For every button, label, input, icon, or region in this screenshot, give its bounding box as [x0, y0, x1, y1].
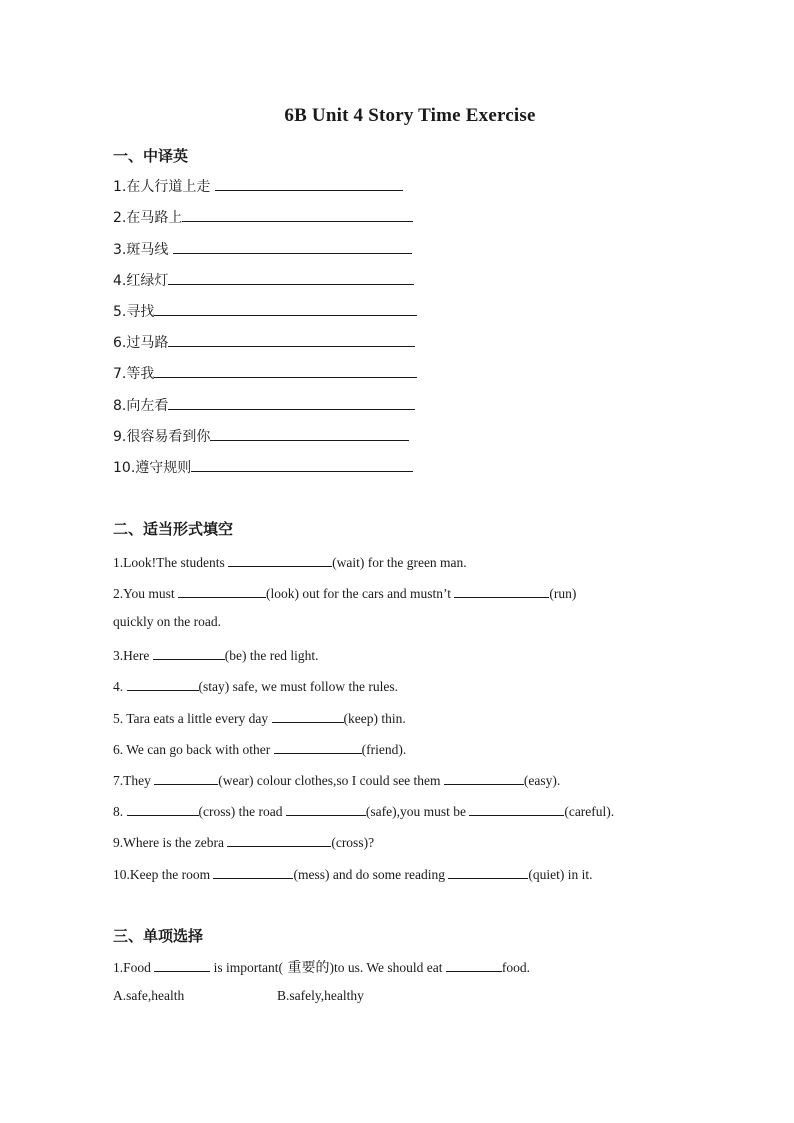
- fill-question-2-continued: quickly on the road.: [113, 614, 221, 629]
- item-number: 1.: [113, 179, 127, 195]
- item-text: 过马路: [126, 335, 169, 351]
- answer-blank[interactable]: [127, 676, 199, 691]
- item-text: 向左看: [126, 398, 169, 414]
- question-text: (look) out for the cars and mustn’t: [266, 586, 455, 601]
- translation-item-7: [113, 363, 417, 383]
- answer-blank[interactable]: [168, 270, 414, 285]
- answer-blank[interactable]: [286, 801, 366, 816]
- answer-blank[interactable]: [213, 864, 293, 879]
- choice-option-a[interactable]: A.safe,health: [113, 988, 185, 1003]
- item-number: 10.: [113, 460, 136, 476]
- question-text: (safe),you must be: [365, 804, 470, 819]
- answer-blank[interactable]: [454, 583, 549, 598]
- question-text: (wear) colour clothes,so I could see them: [218, 773, 444, 788]
- question-text: (keep) thin.: [343, 711, 406, 726]
- item-number: 5.: [113, 304, 127, 320]
- worksheet-title: 6B Unit 4 Story Time Exercise: [284, 105, 536, 126]
- fill-question-7: [113, 770, 560, 789]
- translation-item-4: [113, 270, 414, 290]
- question-text: 1.Food: [113, 960, 155, 975]
- section-1-heading: 一、中译英: [113, 147, 189, 165]
- question-text: (be) the red light.: [224, 648, 319, 663]
- item-text: 遵守规则: [135, 460, 192, 476]
- answer-blank[interactable]: [272, 708, 344, 723]
- item-text: 寻找: [126, 304, 155, 320]
- item-text: 很容易看到你: [126, 429, 211, 445]
- answer-blank[interactable]: [182, 207, 413, 222]
- choice-question-1: [113, 957, 530, 977]
- fill-question-8: [113, 801, 614, 820]
- question-text: (careful).: [564, 804, 615, 819]
- answer-blank[interactable]: [153, 645, 225, 660]
- question-text: (stay) safe, we must follow the rules.: [198, 679, 398, 694]
- item-text: 红绿灯: [126, 273, 169, 289]
- answer-blank[interactable]: [215, 176, 403, 191]
- translation-item-6: [113, 332, 415, 352]
- item-text: 在马路上: [126, 210, 183, 226]
- answer-blank[interactable]: [154, 363, 417, 378]
- answer-blank[interactable]: [168, 395, 415, 410]
- question-text: is important(: [210, 960, 284, 975]
- answer-blank[interactable]: [168, 332, 415, 347]
- fill-question-10: [113, 864, 592, 883]
- item-text: 在人行道上走: [126, 179, 215, 195]
- answer-blank[interactable]: [154, 770, 218, 785]
- answer-blank[interactable]: [274, 739, 362, 754]
- answer-blank[interactable]: [154, 957, 210, 972]
- answer-blank[interactable]: [127, 801, 199, 816]
- question-text: (mess) and do some reading: [293, 867, 449, 882]
- answer-blank[interactable]: [227, 832, 331, 847]
- item-number: 2.: [113, 210, 127, 226]
- question-text: 7.They: [113, 773, 155, 788]
- fill-question-6: [113, 739, 406, 758]
- question-text: food.: [501, 960, 530, 975]
- question-text: 10.Keep the room: [113, 867, 214, 882]
- question-text: 2.You must: [113, 586, 179, 601]
- question-text: (run): [549, 586, 577, 601]
- question-text: 9.Where is the zebra: [113, 835, 228, 850]
- question-text: 5. Tara eats a little every day: [113, 711, 272, 726]
- fill-question-4: [113, 676, 398, 695]
- item-number: 3.: [113, 242, 127, 258]
- question-text: (quiet) in it.: [528, 867, 593, 882]
- fill-question-5: [113, 708, 406, 727]
- question-text: (easy).: [523, 773, 561, 788]
- question-text: (friend).: [361, 742, 407, 757]
- fill-question-1: [113, 552, 467, 571]
- translation-item-10: [113, 457, 413, 477]
- translation-item-5: [113, 301, 417, 321]
- question-text: 6. We can go back with other: [113, 742, 274, 757]
- item-text: 斑马线: [126, 242, 173, 258]
- section-2-heading: 二、适当形式填空: [113, 520, 234, 538]
- item-number: 9.: [113, 429, 127, 445]
- fill-question-2: [113, 583, 576, 602]
- item-number: 8.: [113, 398, 127, 414]
- answer-blank[interactable]: [469, 801, 564, 816]
- question-text-chinese: 重要的: [283, 960, 330, 976]
- item-number: 7.: [113, 366, 127, 382]
- question-text: 4.: [113, 679, 127, 694]
- answer-blank[interactable]: [154, 301, 417, 316]
- translation-item-9: [113, 426, 409, 446]
- section-3-heading: 三、单项选择: [113, 927, 204, 945]
- answer-blank[interactable]: [444, 770, 524, 785]
- item-number: 4.: [113, 273, 127, 289]
- translation-item-2: [113, 207, 413, 227]
- question-text: (wait) for the green man.: [332, 555, 467, 570]
- answer-blank[interactable]: [191, 457, 413, 472]
- question-text: (cross) the road: [198, 804, 286, 819]
- answer-blank[interactable]: [448, 864, 528, 879]
- answer-blank[interactable]: [173, 239, 412, 254]
- question-text: 1.Look!The students: [113, 555, 229, 570]
- question-text: )to us. We should eat: [329, 960, 446, 975]
- item-number: 6.: [113, 335, 127, 351]
- answer-blank[interactable]: [178, 583, 266, 598]
- translation-item-1: [113, 176, 403, 196]
- translation-item-3: [113, 239, 412, 259]
- question-text: 8.: [113, 804, 127, 819]
- fill-question-3: [113, 645, 318, 664]
- translation-item-8: [113, 395, 415, 415]
- answer-blank[interactable]: [446, 957, 502, 972]
- item-text: 等我: [126, 366, 155, 382]
- answer-blank[interactable]: [228, 552, 332, 567]
- question-text: (cross)?: [331, 835, 375, 850]
- choice-option-b[interactable]: B.safely,healthy: [277, 988, 364, 1003]
- question-text: 3.Here: [113, 648, 153, 663]
- answer-blank[interactable]: [210, 426, 409, 441]
- fill-question-9: [113, 832, 374, 851]
